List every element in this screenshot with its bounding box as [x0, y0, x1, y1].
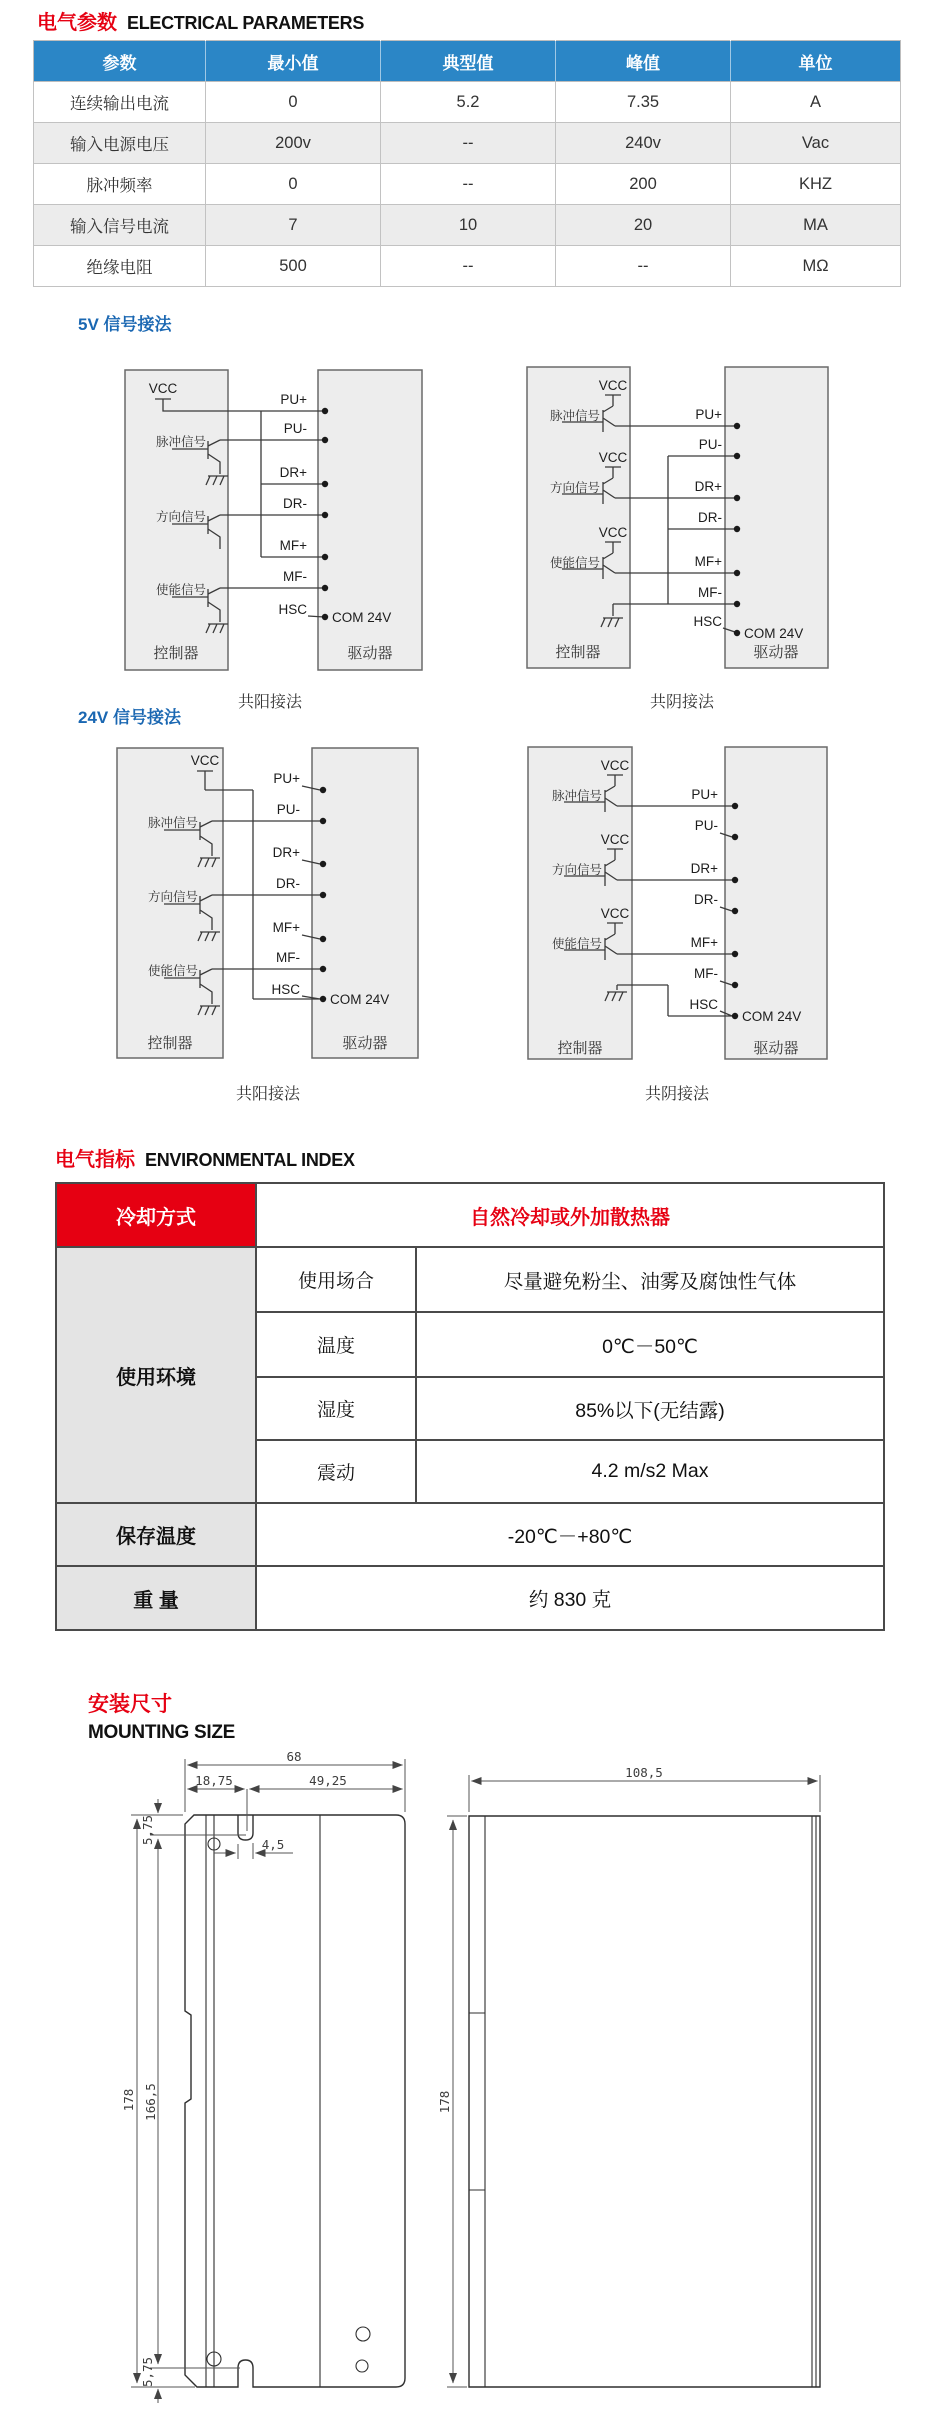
- diagram-5v-common-cathode: [490, 360, 870, 675]
- environmental-title-en: ENVIRONMENTAL INDEX: [145, 1150, 355, 1170]
- humidity-value: 85%以下(无结露): [416, 1377, 884, 1440]
- electrical-section-title: [37, 6, 364, 35]
- mounting-dimension-drawing: [0, 1745, 930, 2420]
- driver-label: 驱动器: [342, 1035, 388, 1052]
- storage-temperature-label: 保存温度: [56, 1503, 256, 1566]
- terminal-label-mf-plus: MF+: [272, 920, 300, 935]
- cell: 输入电源电压: [34, 123, 206, 164]
- dim-label-side-height: 178: [437, 2090, 452, 2114]
- storage-temperature-value: -20℃－+80℃: [256, 1503, 884, 1566]
- wire-lines: [617, 806, 735, 1016]
- cell: 0: [206, 82, 381, 123]
- diagram-24v-common-cathode: [480, 740, 860, 1070]
- terminal-label-mf-plus: MF+: [279, 538, 307, 553]
- cell: 7: [206, 205, 381, 246]
- terminal-label-dr-plus: DR+: [694, 479, 722, 494]
- table-row: [34, 205, 901, 246]
- vcc-label: VCC: [190, 753, 220, 768]
- wiring-5v-title: 5V 信号接法: [78, 315, 172, 334]
- terminal-dots: [322, 408, 328, 620]
- table-row: [34, 246, 901, 287]
- enable-signal-label: 使能信号: [551, 937, 602, 951]
- usage-environment-label: 使用环境: [56, 1247, 256, 1503]
- cooling-method-label: 冷却方式: [56, 1183, 256, 1247]
- terminal-label-com24v: COM 24V: [744, 626, 804, 641]
- terminal-label-pu-minus: PU-: [698, 437, 722, 452]
- cell: MΩ: [731, 246, 901, 287]
- cell: 5.2: [381, 82, 556, 123]
- table-row: [56, 1247, 884, 1312]
- driver-label: 驱动器: [753, 1040, 799, 1057]
- cell: 240v: [556, 123, 731, 164]
- temperature-label: 温度: [256, 1312, 416, 1377]
- enable-signal-label: 使能信号: [155, 583, 206, 597]
- cell: 200: [556, 164, 731, 205]
- terminal-dots: [320, 787, 326, 1002]
- cell: Vac: [731, 123, 901, 164]
- front-view-inner-lines: [206, 1815, 320, 2387]
- cell: --: [381, 123, 556, 164]
- cell: MA: [731, 205, 901, 246]
- dim-label-height-inner: 166,5: [143, 2083, 158, 2121]
- mounting-title-zh: 安装尺寸: [88, 1693, 172, 1716]
- front-view-holes: [207, 1838, 370, 2372]
- cell: 20: [556, 205, 731, 246]
- vcc-label: VCC: [600, 906, 630, 921]
- cell: 连续输出电流: [34, 82, 206, 123]
- dim-label-margin-bottom: 5,75: [140, 2356, 155, 2388]
- table-row: [56, 1503, 884, 1566]
- terminal-label-pu-plus: PU+: [695, 407, 722, 422]
- vcc-label: VCC: [598, 525, 628, 540]
- cell: 脉冲频率: [34, 164, 206, 205]
- terminal-label-com24v: COM 24V: [332, 610, 392, 625]
- vcc-label: VCC: [600, 758, 630, 773]
- terminal-dots: [734, 423, 740, 636]
- driver-box: [312, 748, 418, 1058]
- caption-5v-common-anode: 共阳接法: [237, 694, 302, 711]
- col-header-unit: 单位: [731, 41, 901, 82]
- terminal-label-mf-minus: MF-: [276, 950, 300, 965]
- vcc-label: VCC: [598, 378, 628, 393]
- direction-signal-label: 方向信号: [155, 510, 206, 524]
- table-row: [34, 123, 901, 164]
- terminal-label-mf-minus: MF-: [283, 569, 307, 584]
- cell: --: [381, 246, 556, 287]
- pulse-signal-label: 脉冲信号: [155, 435, 206, 449]
- terminal-label-dr-minus: DR-: [694, 892, 718, 907]
- direction-signal-label: 方向信号: [549, 481, 600, 495]
- pulse-signal-label: 脉冲信号: [147, 816, 198, 830]
- electrical-parameters-table: [33, 40, 901, 287]
- controller-label: 控制器: [557, 1040, 603, 1057]
- environmental-section-title: [55, 1143, 355, 1172]
- cell: 500: [206, 246, 381, 287]
- terminal-label-dr-plus: DR+: [279, 465, 307, 480]
- usage-occasion-label: 使用场合: [256, 1247, 416, 1312]
- terminal-label-dr-minus: DR-: [698, 510, 722, 525]
- col-header-min: 最小值: [206, 41, 381, 82]
- controller-label: 控制器: [555, 644, 601, 661]
- temperature-value: 0℃－50℃: [416, 1312, 884, 1377]
- cell: 10: [381, 205, 556, 246]
- terminal-label-dr-plus: DR+: [690, 861, 718, 876]
- environmental-index-table: [55, 1182, 885, 1631]
- usage-occasion-value: 尽量避免粉尘、油雾及腐蚀性气体: [416, 1247, 884, 1312]
- diagram-24v-common-anode: [60, 740, 440, 1070]
- terminal-label-hsc: HSC: [693, 614, 722, 629]
- terminal-label-pu-plus: PU+: [273, 771, 300, 786]
- terminal-label-mf-minus: MF-: [694, 966, 718, 981]
- cell: 绝缘电阻: [34, 246, 206, 287]
- terminal-label-mf-plus: MF+: [694, 554, 722, 569]
- terminal-dots: [732, 803, 738, 1019]
- pulse-signal-label: 脉冲信号: [551, 789, 602, 803]
- electrical-title-zh: 电气参数: [37, 12, 117, 34]
- caption-24v-common-anode: 共阳接法: [235, 1086, 300, 1103]
- table-row: [56, 1183, 884, 1247]
- mounting-title-en: MOUNTING SIZE: [88, 1722, 236, 1743]
- driver-box: [318, 370, 422, 670]
- terminal-label-dr-minus: DR-: [276, 876, 300, 891]
- terminal-label-pu-plus: PU+: [280, 392, 307, 407]
- dim-label-margin-top: 5,75: [140, 1814, 155, 1846]
- terminal-label-dr-plus: DR+: [272, 845, 300, 860]
- table-row: [34, 164, 901, 205]
- caption-24v-common-cathode: 共阴接法: [644, 1086, 709, 1103]
- cell: 200v: [206, 123, 381, 164]
- weight-value: 约 830 克: [256, 1566, 884, 1630]
- weight-label: 重 量: [56, 1566, 256, 1630]
- environmental-title-zh: 电气指标: [55, 1149, 135, 1171]
- terminal-label-pu-minus: PU-: [283, 421, 307, 436]
- dim-label-width-total: 68: [286, 1749, 302, 1764]
- cooling-method-value: 自然冷却或外加散热器: [256, 1183, 884, 1247]
- terminal-label-pu-minus: PU-: [276, 802, 300, 817]
- terminal-label-mf-plus: MF+: [690, 935, 718, 950]
- terminal-label-pu-plus: PU+: [691, 787, 718, 802]
- wire-lines: [613, 426, 737, 632]
- cell: A: [731, 82, 901, 123]
- driver-label: 驱动器: [347, 645, 393, 662]
- cell: --: [381, 164, 556, 205]
- humidity-label: 湿度: [256, 1377, 416, 1440]
- table-row: [34, 82, 901, 123]
- terminal-label-hsc: HSC: [689, 997, 718, 1012]
- terminal-label-dr-minus: DR-: [283, 496, 307, 511]
- col-header-param: 参数: [34, 41, 206, 82]
- terminal-label-pu-minus: PU-: [694, 818, 718, 833]
- cell: 7.35: [556, 82, 731, 123]
- table-row: [56, 1566, 884, 1630]
- driver-label: 驱动器: [753, 644, 799, 661]
- side-view-outline: [469, 1816, 820, 2387]
- wiring-24v-title: 24V 信号接法: [78, 708, 181, 727]
- vcc-label: VCC: [600, 832, 630, 847]
- side-view-extension-lines: [447, 1775, 820, 2387]
- dim-label-slot-width: 4,5: [261, 1837, 285, 1852]
- pulse-signal-label: 脉冲信号: [549, 409, 600, 423]
- cell: KHZ: [731, 164, 901, 205]
- terminal-label-mf-minus: MF-: [698, 585, 722, 600]
- col-header-peak: 峰值: [556, 41, 731, 82]
- cell: --: [556, 246, 731, 287]
- driver-box: [725, 367, 828, 668]
- diagram-5v-common-anode: [80, 360, 460, 675]
- vcc-label: VCC: [598, 450, 628, 465]
- vibration-value: 4.2 m/s2 Max: [416, 1440, 884, 1503]
- enable-signal-label: 使能信号: [147, 964, 198, 978]
- col-header-typical: 典型值: [381, 41, 556, 82]
- controller-label: 控制器: [147, 1035, 193, 1052]
- vcc-label: VCC: [148, 381, 178, 396]
- caption-5v-common-cathode: 共阴接法: [649, 694, 714, 711]
- terminal-label-com24v: COM 24V: [742, 1009, 802, 1024]
- front-view-outline: [185, 1815, 405, 2387]
- dim-label-side-width: 108,5: [625, 1765, 663, 1780]
- controller-label: 控制器: [153, 645, 199, 662]
- direction-signal-label: 方向信号: [147, 890, 198, 904]
- cell: 0: [206, 164, 381, 205]
- direction-signal-label: 方向信号: [551, 863, 602, 877]
- dim-label-width-left: 18,75: [195, 1773, 233, 1788]
- table-header-row: [34, 41, 901, 82]
- front-view-top-slot: [238, 1815, 253, 1840]
- terminal-label-com24v: COM 24V: [330, 992, 390, 1007]
- side-view-inner-lines: [469, 1816, 816, 2387]
- terminal-label-hsc: HSC: [278, 602, 307, 617]
- enable-signal-label: 使能信号: [549, 556, 600, 570]
- dim-label-width-right: 49,25: [309, 1773, 347, 1788]
- dim-label-height-total: 178: [121, 2088, 136, 2112]
- vibration-label: 震动: [256, 1440, 416, 1503]
- terminal-label-hsc: HSC: [271, 982, 300, 997]
- cell: 输入信号电流: [34, 205, 206, 246]
- electrical-title-en: ELECTRICAL PARAMETERS: [127, 13, 365, 33]
